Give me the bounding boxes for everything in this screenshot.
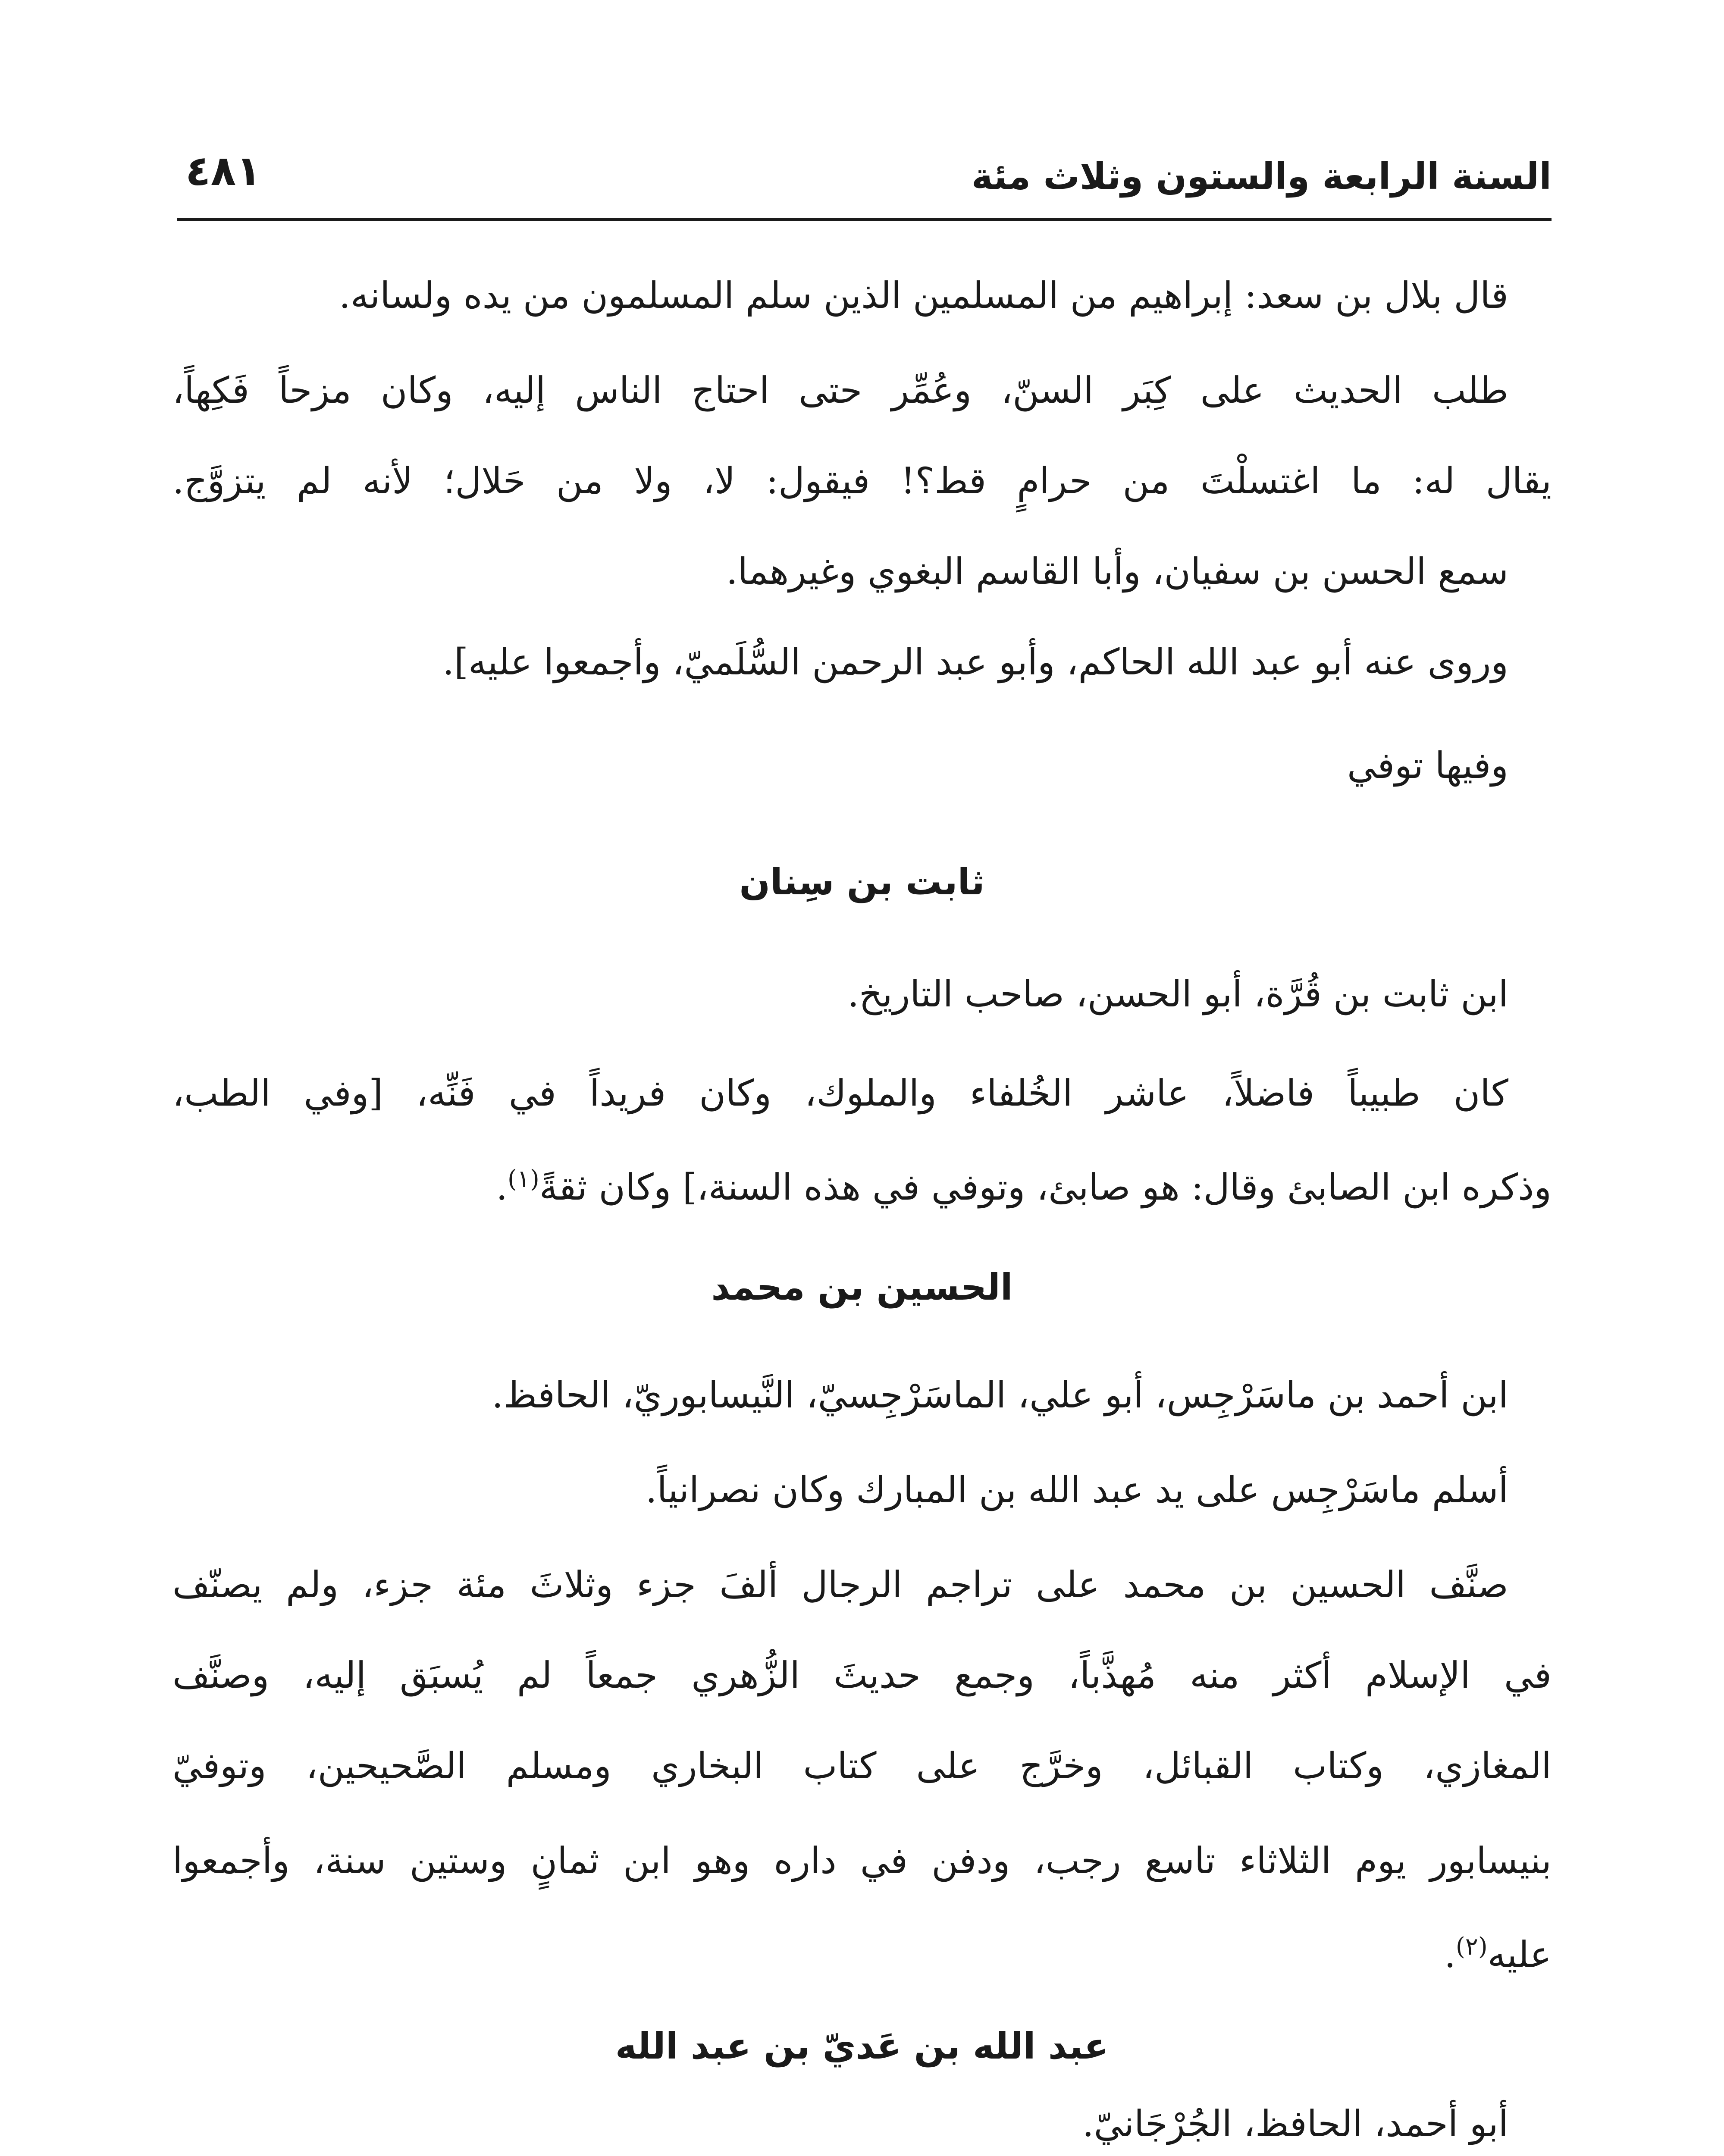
paragraph-line: في الإسلام أكثر منه مُهذَّباً، وجمع حديثَ الزُّهري جمعاً لم يُسبَق إليه، وصنَّف [172, 1654, 1552, 1696]
running-header-title: السنة الرابعة والستون وثلاث مئة [971, 155, 1552, 197]
paragraph-line: يقال له: ما اغتسلْتَ من حرامٍ قط؟! فيقول: لا، ولا من حَلال؛ لأنه لم يتزوَّج. [172, 460, 1552, 502]
paragraph-line: وروى عنه أبو عبد الله الحاكم، وأبو عبد الرحمن السُّلَميّ، وأجمعوا عليه]. [442, 641, 1508, 683]
paragraph-line: أسلم ماسَرْجِس على يد عبد الله بن المبارك وكان نصرانياً. [645, 1469, 1508, 1511]
paragraph-line: كان طبيباً فاضلاً، عاشر الخُلفاء والملوك، وكان فريداً في فَنِّه، [وفي الطب، [172, 1072, 1508, 1114]
paragraph-text: عليه [1487, 1934, 1552, 1976]
page-number: ٤٨١ [185, 147, 261, 195]
paragraph-line: وفيها توفي [1347, 744, 1508, 787]
paragraph-text: . [1444, 1934, 1456, 1976]
paragraph-line: ابن أحمد بن ماسَرْجِس، أبو علي، الماسَرْجِسيّ، النَّيسابوريّ، الحافظ. [492, 1374, 1508, 1416]
paragraph-line: بنيسابور يوم الثلاثاء تاسع رجب، ودفن في داره وهو ابن ثمانٍ وستين سنة، وأجمعوا [172, 1839, 1552, 1882]
paragraph-line [496, 1156, 1552, 1211]
header-divider [177, 218, 1552, 221]
section-heading: عبد الله بن عَديّ بن عبد الله [615, 2025, 1109, 2067]
paragraph-line: المغازي، وكتاب القبائل، وخرَّج على كتاب البخاري ومسلم الصَّحيحين، وتوفيّ [172, 1745, 1552, 1787]
paragraph-line: سمع الحسن بن سفيان، وأبا القاسم البغوي وغيرهما. [726, 550, 1508, 592]
paragraph-line: ابن ثابت بن قُرَّة، أبو الحسن، صاحب التاريخ. [847, 973, 1508, 1015]
paragraph-line [1444, 1923, 1552, 1978]
paragraph-text: . [496, 1166, 508, 1208]
paragraph-text: وذكره ابن الصابئ وقال: هو صابئ، وتوفي في هذه السنة،] وكان ثقةً [539, 1166, 1552, 1208]
paragraph-line: أبو أحمد، الحافظ، الجُرْجَانيّ. [1082, 2103, 1508, 2145]
paragraph-line: صنَّف الحسين بن محمد على تراجم الرجال ألفَ جزء وثلاثَ مئة جزء، ولم يصنّف [172, 1564, 1508, 1606]
paragraph-line: قال بلال بن سعد: إبراهيم من المسلمين الذين سلم المسلمون من يده ولسانه. [339, 274, 1508, 317]
section-heading: الحسين بن محمد [711, 1266, 1013, 1308]
footnote-ref: (١) [508, 1165, 539, 1193]
footnote-ref: (٢) [1455, 1933, 1488, 1961]
paragraph-line: طلب الحديث على كِبَر السنّ، وعُمِّر حتى احتاج الناس إليه، وكان مزحاً فَكِهاً، [172, 369, 1508, 411]
section-heading: ثابت بن سِنان [739, 861, 985, 903]
